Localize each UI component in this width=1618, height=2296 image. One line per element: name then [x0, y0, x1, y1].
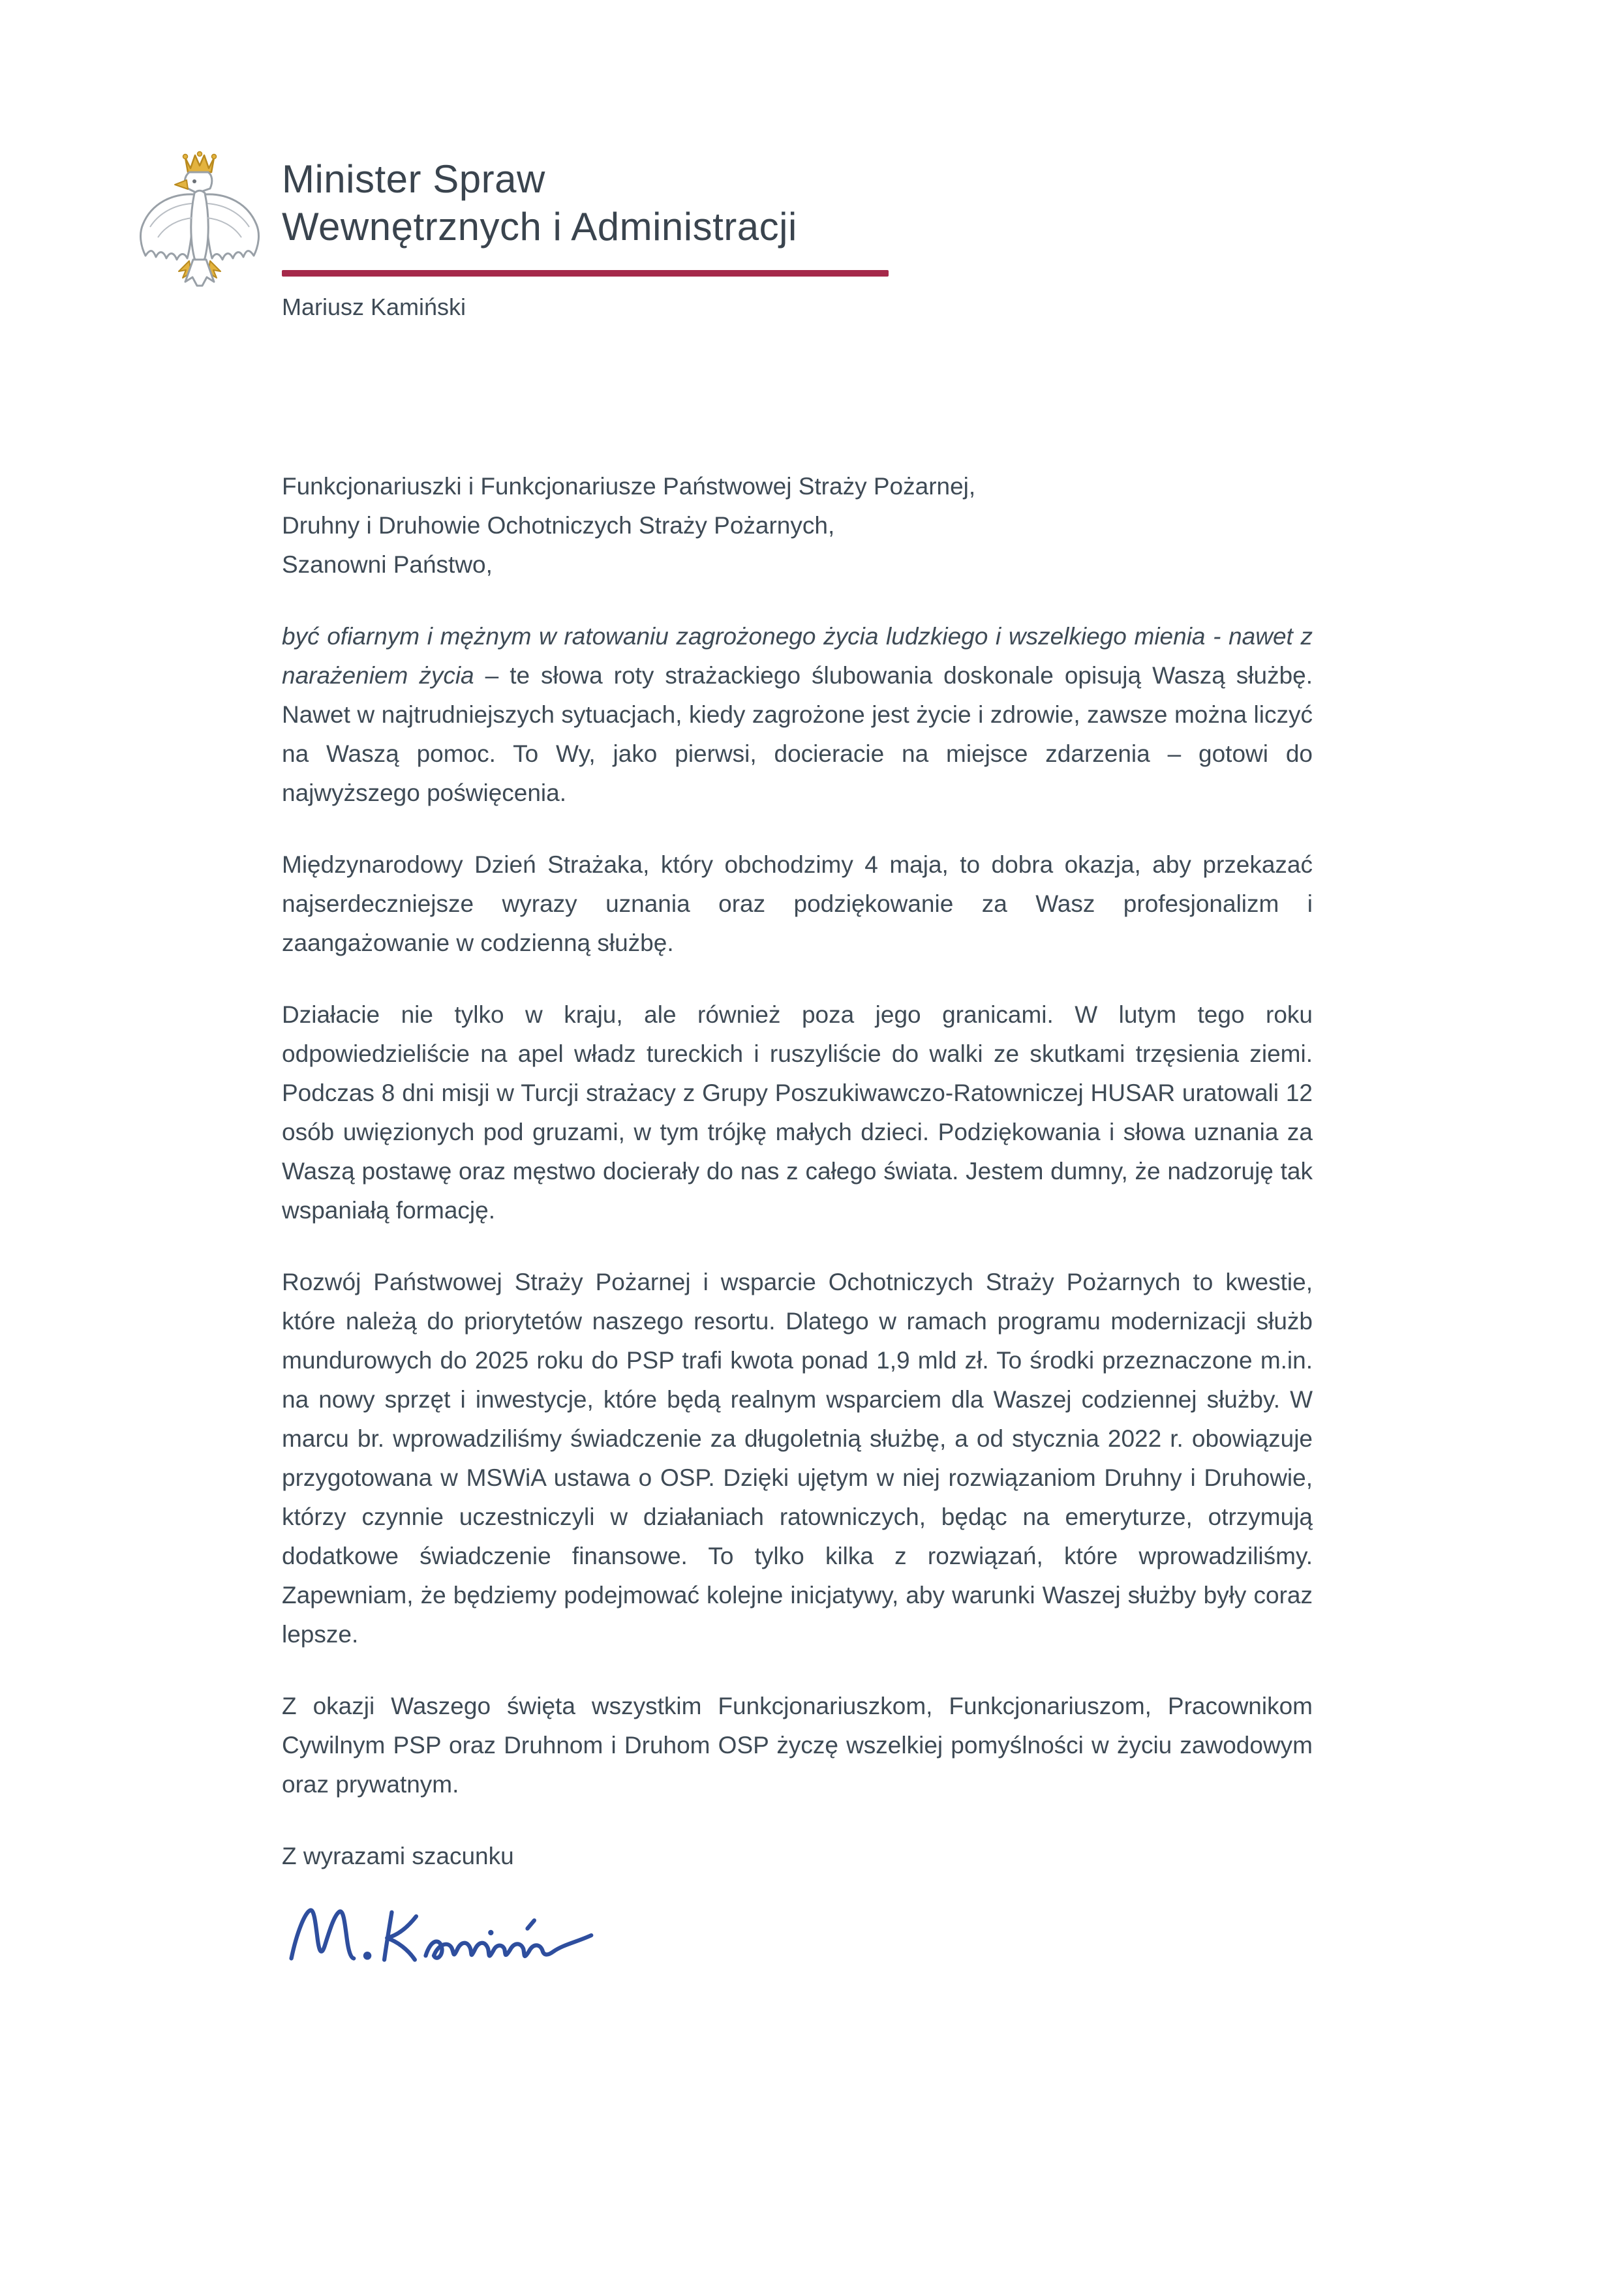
- salutation-line: Druhny i Druhowie Ochotniczych Straży Pożarnych,: [282, 512, 835, 539]
- salutation-line: Funkcjonariuszki i Funkcjonariusze Państwowej Straży Pożarnej,: [282, 473, 976, 500]
- paragraph-turkey-mission: Działacie nie tylko w kraju, ale również poza jego granicami. W lutym tego roku odpowiedzieliście na apel władz tureckich i ruszyliście do walki ze skutkami trzęsienia ziemi. Podczas 8 dni misji w Turcji strażacy z Grupy Poszukiwawczo-Ratowniczej HUSAR uratowali 12 osób uwięzionych pod gruzami, w tym trójkę małych dzieci. Podziękowania i słowa uznania za Waszą postawę oraz męstwo docierały do nas z całego świata. Jestem dumny, że nadzoruję tak wspaniałą formację.: [282, 1001, 1313, 1224]
- ministry-title-line2: Wewnętrznych i Administracji: [282, 205, 797, 249]
- salutation: [282, 467, 1313, 584]
- ministry-title-line1: Minister Spraw: [282, 157, 545, 201]
- paragraph-modernization: Rozwój Państwowej Straży Pożarnej i wsparcie Ochotniczych Straży Pożarnych to kwestie, które należą do priorytetów naszego resortu. Dlatego w ramach programu modernizacji służb mundurowych do 2025 roku do PSP trafi kwota ponad 1,9 mld zł. To środki przeznaczone m.in. na nowy sprzęt i inwestycje, które będą realnym wsparciem dla Waszej codziennej służby. W marcu br. wprowadziliśmy świadczenie za długoletnią służbę, a od stycznia 2022 r. obowiązuje przygotowana w MSWiA ustawa o OSP. Dzięki ujętym w niej rozwiązaniom Druhny i Druhowie, którzy czynnie uczestniczyli w działaniach ratowniczych, będąc na emeryturze, otrzymują dodatkowe świadczenie finansowe. To tylko kilka z rozwiązań, które wprowadziliśmy. Zapewniam, że będziemy podejmować kolejne inicjatywy, aby warunki Waszej służby były coraz lepsze.: [282, 1269, 1313, 1648]
- polish-eagle-emblem-icon: [134, 141, 265, 297]
- letter-body: [282, 467, 1313, 1976]
- minister-name: Mariusz Kamiński: [282, 294, 466, 320]
- closing-line: Z wyrazami szacunku: [282, 1843, 514, 1869]
- paragraph-text: – te słowa roty strażackiego ślubowania doskonale opisują Waszą służbę. Nawet w najtrudniejszych sytuacjach, kiedy zagrożone jest życie i zdrowie, zawsze można liczyć na Waszą pomoc. To Wy, jako pierwsi, docieracie na miejsce zdarzenia – gotowi do najwyższego poświęcenia.: [282, 662, 1313, 806]
- paragraph-wishes: Z okazji Waszego święta wszystkim Funkcjonariuszkom, Funkcjonariuszom, Pracownikom Cywilnym PSP oraz Druhnom i Druhom OSP życzę wszelkiej pomyślności w życiu zawodowym oraz prywatnym.: [282, 1693, 1313, 1798]
- paragraph-firefighters-day: Międzynarodowy Dzień Strażaka, który obchodzimy 4 maja, to dobra okazja, aby przekazać najserdeczniejsze wyrazy uznania oraz podziękowanie za Wasz profesjonalizm i zaangażowanie w codzienną służbę.: [282, 851, 1313, 956]
- ministry-letterhead: [282, 155, 889, 321]
- oath-quote: być ofiarnym i mężnym w ratowaniu zagrożonego życia ludzkiego i wszelkiego mienia - nawet z narażeniem życia: [282, 623, 1313, 689]
- crimson-rule: [282, 270, 889, 277]
- salutation-line: Szanowni Państwo,: [282, 551, 493, 578]
- paragraph-oath: [282, 617, 1313, 813]
- signature-handwriting: [282, 1892, 621, 1976]
